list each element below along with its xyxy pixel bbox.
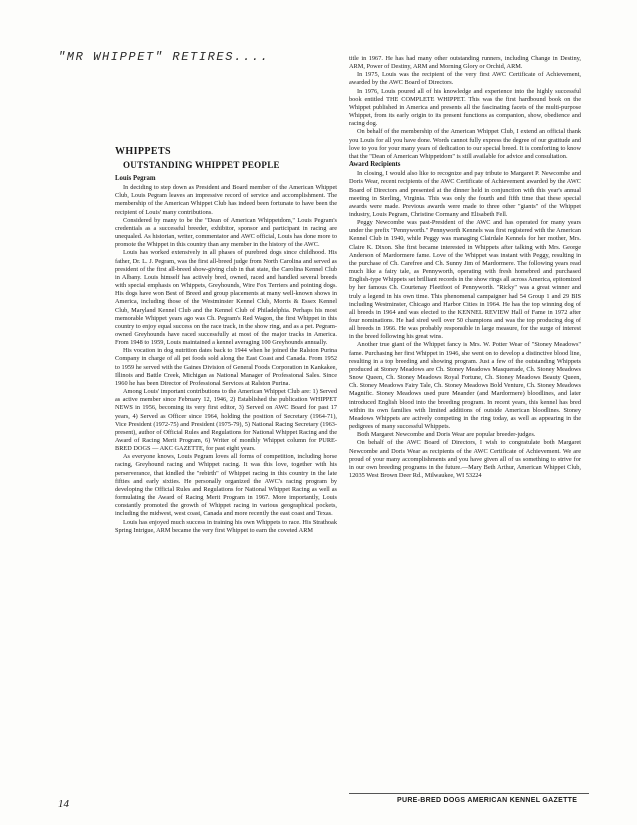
paragraph: On behalf of the membership of the American Whippet Club, I extend an official thank you Louis for all you have done. Words cannot fully express the degree of our gratitude and love to you for your many years of dedication to our special breed. It is comforting to know that the "Dean of American Whippetdom" is still available for advice and consultation.: [349, 128, 581, 160]
paragraph: Both Margaret Newcombe and Doris Wear are popular breeder-judges.: [357, 431, 536, 439]
paragraph: Considered by many to be the "Dean of American Whippetdom," Louis Pegram's credentials as a successful breeder, exhibitor, sponsor and participant in racing are unequaled. As historian, writer, commentator and AWC official, Louis has done more to promote the Whippet in this country than any member in the history of the AWC.: [115, 216, 337, 249]
footer-rule: [349, 793, 589, 794]
paragraph: His vocation in dog nutrition dates back to 1944 when he joined the Ralston Purina Company in charge of all pet foods sold along the East Coast and Canada. From 1952 to 1959 he served with the Gaines Division of General Foods Corporation in Kankakee, Illinois and Battle Creek, Michigan as National Manager of Professional Sales. Since 1960 he has been Director of Professional Services at Ralston Purina.: [115, 347, 337, 387]
paragraph: Peggy Newcombe was past-President of the AWC and has operated for many years under the prefix "Pennyworth." Pennyworth Kennels was first registered with the American Kennel Club in 1940, while Peggy was managing Clairdale Kennels for her mother, Mrs. Claire K. Dixon. She first became interested in Whippets after talking with Mrs. George Anderson of Mardormere fame. Love of the Whippet was instant with Peggy, resulting in the purchase of Ch. Carefree and Ch. Sunny Jim of Mardormere. The following years read much like a fairy tale, as Pennyworth, operating with fresh homebred and purchased English-type Whippets set brilliant records in the show rings all across America, epitomized by her famous Ch. Courtenay Fleetfoot of Pennyworth. "Ricky" was a great winner and truly a legend in his own time. This phenomenal campaigner had 54 Group 1 and 29 BIS including Westminster, Chicago and Harbor Cities in 1964. He has the top winning dog of all breeds in 1964 and was elected to the KENNEL REVIEW Hall of Fame in 1972 after four nominations. He had sired well over 50 champions and was the top producing dog of all breeds in 1966. He was probably responsible in large measure, for the surge of interest in the breed following his great wins.: [349, 219, 581, 341]
typed-heading: "MR WHIPPET" RETIRES....: [58, 50, 270, 64]
paragraph: Louis has enjoyed much success in training his own Whippets to race. His Strathoak Spring Intrigue, ARM became the very first Whippet to earn the coveted ARM: [115, 518, 337, 534]
subject-name: Louis Pegram: [115, 175, 156, 182]
paragraph: title in 1967. He has had many other outstanding runners, including Change in Destiny, ARM, Power of Destiny, ARM and Morning Glory or Orchid, ARM.: [349, 55, 581, 71]
right-column: [349, 55, 581, 480]
paragraph: Another true giant of the Whippet fancy is Mrs. W. Potter Wear of "Stoney Meadows" fame. Purchasing her first Whippet in 1946, she went on to develop a distinctive blood line, resulting in a top breeding and showing program. Just a few of the outstanding Whippets produced at Stoney Meadows are Ch. Stoney Meadows Masquerade, Ch. Stoney Meadows Snow Queen, Ch. Stoney Meadows Royal Fortune, Ch. Stoney Meadows Beauty Queen, Ch. Stoney Meadows Fairy Tale, Ch. Stoney Meadows Bold Venture, Ch. Stoney Meadows Magnific. Stoney Meadows used pure Meander (and Mardormere) bloodlines, and later introduced English blood into the breeding program. In recent years, this kennel has bred within its own families with limited additions of outside American bloodlines. Stoney Meadows Whippets are actively competing in the ring today, as well as appearing in the pedigrees of many successful Whippets.: [349, 341, 581, 431]
paragraph: On behalf of the AWC Board of Directors, I wish to congratulate both Margaret Newcombe and Doris Wear as recipients of the AWC Certificate of Achievement. We are proud of your many accomplishments and you have given all of us something to strive for in our own breeding programs in the future.—Mary Beth Arthur, American Whippet Club, 12035 West Brown Deer Rd., Milwaukee, WI 53224: [349, 439, 581, 479]
left-column: [115, 146, 337, 535]
paragraph: Among Louis' important contributions to the American Whippet Club are: 1) Served as active member since February 12, 1946, 2) Established the publication WHIPPET NEWS in 1956, becoming its very first editor, 3) Served on AWC Board for past 17 years, 4) Served as Officer since 1964, holding the position of Secretary (1964-71), Vice President (1972-75) and President (1975-79), 5) National Racing Secretary (1963-present), author of Official Rules and Regulations for National Whippet Racing and the Award of Racing Merit Program, 6) Writer of monthly Whippet column for PURE-BRED DOGS — AKC GAZETTE, for past eight years.: [115, 388, 337, 453]
paragraph: In 1976, Louis poured all of his knowledge and experience into the highly successful book entitled THE COMPLETE WHIPPET. This was the first hardbound book on the Whippet published in America and presents all the fascinating facets of the multi-purpose Whippet, from its early origin to its present functions as companion, show, obedience and racing dog.: [349, 87, 581, 128]
paragraph: In 1975, Louis was the recipient of the very first AWC Certificate of Achievement, awarded by the AWC Board of Directors.: [349, 71, 581, 87]
section-title: WHIPPETS: [115, 146, 171, 157]
article-headline: OUTSTANDING WHIPPET PEOPLE: [123, 160, 280, 170]
page-number: 14: [58, 798, 69, 810]
paragraph: Louis has worked extensively in all phases of purebred dogs since childhood. His father, Dr. L. J. Pegram, was the first all-breed judge from North Carolina and served as president of the first all-breed show-giving club in that state, the Carolina Kennel Club in Albany. Louis himself has actively bred, owned, raced and handled several breeds with special emphasis on Whippets, Greyhounds, Wire Fox Terriers and pointing dogs. His dogs have won Best of Breed and group placements at many well-known shows in America, including those of the Westminster Kennel Club, Morris & Essex Kennel Club, Maryland Kennel Club and the Kennel Club of Philadelphia. Perhaps his most memorable Whippet years ago was Ch. Pegram's Red Wagon, the first Whippet in this country to enjoy equal success on the race track, in the show ring, and as a pet. Pegram-owned Greyhounds have raced successfully at most of the major tracks in America. From 1948 to 1959, Louis maintained a kennel averaging 100 Greyhounds annually.: [115, 249, 337, 347]
paragraph: In closing, I would also like to recognize and pay tribute to Margaret P. Newcombe and Doris Wear, recent recipients of the AWC Certificate of Achievement awarded by the AWC Board of Directors and presented at the dinner held in conjunction with this year's annual meeting in Sterling, Virginia. This was only the fourth and fifth time that these special awards were made. Previous awards were made to three other "giants" of the Whippet industry, Louis Pegram, Christine Cormany and Elisabeth Fell.: [349, 170, 581, 218]
paragraph: As everyone knows, Louis Pegram loves all forms of competition, including horse racing, Greyhound racing and Whippet racing. It was this love, together with his perserverance, that kindled the "rebirth" of Whippet racing in this country in the late fifties and early sixties. He personally organized the AWC's racing program by developing the Official Rules and Regulations for National Whippet Racing as well as formulating the Award of Racing Merit Program in 1967. More importantly, Louis constantly promoted the growth of Whippet racing in various geographical pockets, including the midwest, west coast, Canada and more recently the east coast and Texas.: [115, 453, 337, 518]
publication-footer: PURE-BRED DOGS AMERICAN KENNEL GAZETTE: [397, 797, 578, 804]
awards-heading: Award Recipients: [349, 161, 401, 169]
paragraph: In deciding to step down as President and Board member of the American Whippet Club, Louis Pegram leaves an impressive record of service and accomplishment. The membership of the American Whippet Club has indeed been fortunate to have been the recipient of Louis' many contributions.: [115, 184, 337, 216]
